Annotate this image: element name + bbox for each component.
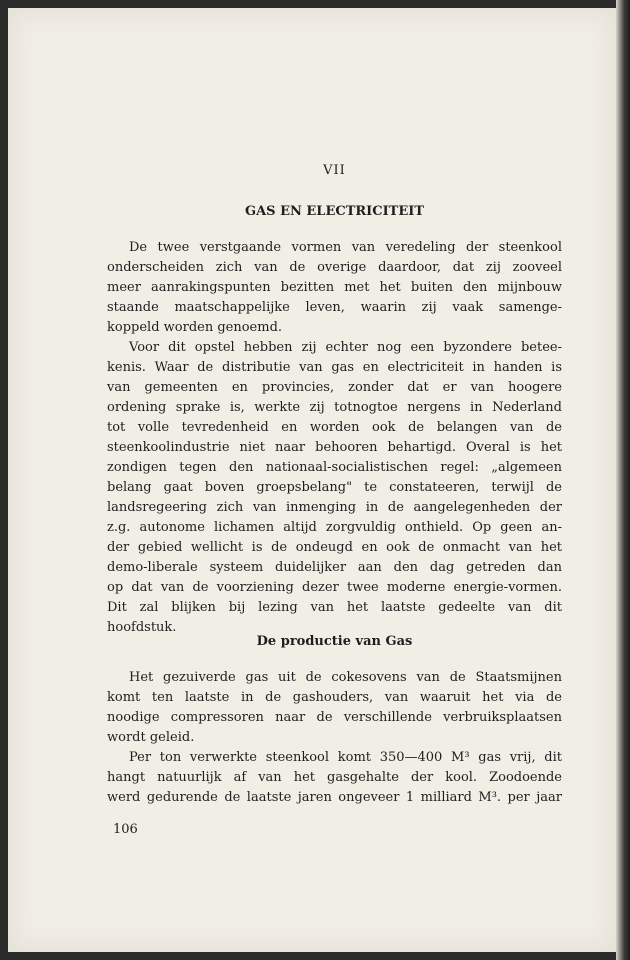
paragraph-line: wordt geleid. [107, 730, 195, 745]
page-edge [616, 0, 630, 960]
paragraph-line: hangt natuurlijk af van het gasgehalte der kool. Zoodoende [107, 770, 562, 785]
paragraph-line: Per ton verwerkte steenkool komt 350—400 M³ gas vrij, dit [129, 750, 562, 765]
paragraph-line: ordening sprake is, werkte zij totnogtoe nergens in Nederland [107, 400, 562, 415]
paragraph-line: op dat van de voorziening dezer twee moderne energie-vormen. [107, 580, 562, 595]
paragraph-line: belang gaat boven groepsbelang" te constateeren, terwijl de [107, 480, 562, 495]
paragraph-line: zondigen tegen den nationaal-socialistischen regel: „algemeen [107, 460, 562, 475]
paragraph-line: De twee verstgaande vormen van veredeling der steenkool [129, 240, 562, 255]
section-heading: De productie van Gas [256, 634, 413, 649]
chapter-title: GAS EN ELECTRICITEIT [244, 204, 425, 219]
paragraph-line: z.g. autonome lichamen altijd zorgvuldig onthield. Op geen an- [107, 520, 562, 535]
paragraph-line: koppeld worden genoemd. [107, 320, 283, 335]
paragraph-line: meer aanrakingspunten bezitten met het buiten den mijnbouw [107, 280, 562, 295]
paragraph-line: tot volle tevredenheid en worden ook de belangen van de [107, 420, 562, 435]
paragraph-line: landsregeering zich van inmenging in de aangelegenheden der [107, 500, 562, 515]
paragraph-line: werd gedurende de laatste jaren ongeveer 1 milliard M³. per jaar [107, 790, 562, 805]
paragraph-line: kenis. Waar de distributie van gas en electriciteit in handen is [107, 360, 562, 375]
paragraph-line: komt ten laatste in de gashouders, van waaruit het via de [107, 690, 562, 705]
paragraph-line: der gebied wellicht is de ondeugd en ook de onmacht van het [107, 540, 562, 555]
paragraph-line: Het gezuiverde gas uit de cokesovens van de Staatsmijnen [129, 670, 562, 685]
paragraph-line: steenkoolindustrie niet naar behooren behartigd. Overal is het [107, 440, 562, 455]
paragraph-line: demo-liberale systeem duidelijker aan den dag getreden dan [107, 560, 562, 575]
paragraph-line: noodige compressoren naar de verschillende verbruiksplaatsen [107, 710, 562, 725]
paragraph-line: staande maatschappelijke leven, waarin zij vaak samenge- [107, 300, 562, 315]
page-text [107, 0, 562, 960]
paragraph-line: Dit zal blijken bij lezing van het laatste gedeelte van dit [107, 600, 562, 615]
paragraph-line: van gemeenten en provincies, zonder dat er van hoogere [107, 380, 562, 395]
paragraph-line: Voor dit opstel hebben zij echter nog een byzondere betee- [129, 340, 562, 355]
paragraph-line: onderscheiden zich van de overige daardoor, dat zij zooveel [107, 260, 562, 275]
paragraph-line: hoofdstuk. [107, 620, 177, 635]
chapter-number: VII [323, 163, 346, 178]
page-number: 106 [113, 822, 138, 837]
